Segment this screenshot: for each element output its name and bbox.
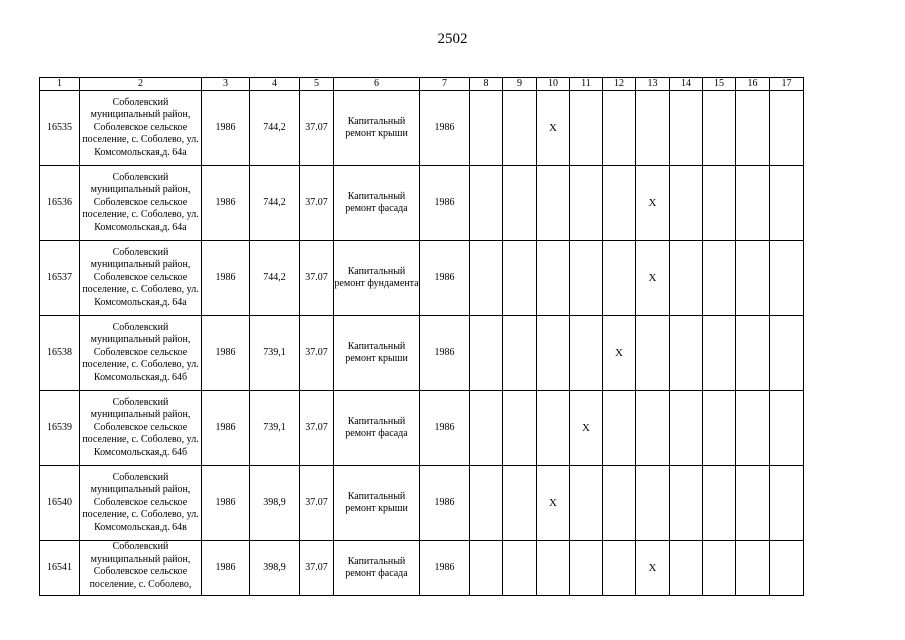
empty-cell (736, 391, 770, 466)
empty-cell (537, 316, 570, 391)
empty-cell (470, 391, 503, 466)
column-header-15: 15 (703, 78, 736, 91)
empty-cell (570, 541, 603, 596)
empty-cell (670, 166, 703, 241)
code-cell: 37.07 (300, 466, 334, 541)
address-cell: Соболевский муниципальный район, Соболевское сельское поселение, с. Соболево, (80, 541, 202, 596)
empty-cell (503, 466, 537, 541)
address-cell: Соболевский муниципальный район, Соболевское сельское поселение, с. Соболево, ул. Комсомольская,д. 64а (80, 166, 202, 241)
column-header-12: 12 (603, 78, 636, 91)
empty-cell (470, 316, 503, 391)
row-id: 16539 (40, 391, 80, 466)
address-cell: Соболевский муниципальный район, Соболевское сельское поселение, с. Соболево, ул. Комсомольская,д. 64б (80, 391, 202, 466)
year-built-cell: 1986 (202, 466, 250, 541)
empty-cell (736, 541, 770, 596)
table-row (40, 166, 804, 241)
empty-cell (537, 241, 570, 316)
work-type-cell: Капитальный ремонт крыши (334, 466, 420, 541)
empty-cell (570, 466, 603, 541)
empty-cell (636, 316, 670, 391)
area-cell: 744,2 (250, 241, 300, 316)
column-header-7: 7 (420, 78, 470, 91)
empty-cell (603, 466, 636, 541)
empty-cell (670, 241, 703, 316)
empty-cell (736, 466, 770, 541)
code-cell: 37.07 (300, 91, 334, 166)
row-id: 16538 (40, 316, 80, 391)
empty-cell (736, 166, 770, 241)
year-built-cell: 1986 (202, 316, 250, 391)
row-id: 16541 (40, 541, 80, 596)
empty-cell (670, 466, 703, 541)
empty-cell (570, 91, 603, 166)
empty-cell (570, 166, 603, 241)
code-cell: 37.07 (300, 391, 334, 466)
empty-cell (603, 166, 636, 241)
mark-cell: X (570, 391, 603, 466)
empty-cell (703, 166, 736, 241)
work-type-cell: Капитальный ремонт фасада (334, 391, 420, 466)
mark-cell: X (603, 316, 636, 391)
row-id: 16540 (40, 466, 80, 541)
column-header-8: 8 (470, 78, 503, 91)
year-built-cell: 1986 (202, 91, 250, 166)
work-type-cell: Капитальный ремонт фундамента (334, 241, 420, 316)
table-row (40, 316, 804, 391)
address-cell: Соболевский муниципальный район, Соболевское сельское поселение, с. Соболево, ул. Комсомольская,д. 64а (80, 91, 202, 166)
empty-cell (670, 391, 703, 466)
header-row (40, 78, 804, 91)
capital-repair-table (39, 77, 804, 596)
empty-cell (770, 541, 804, 596)
table-row (40, 241, 804, 316)
area-cell: 398,9 (250, 541, 300, 596)
empty-cell (703, 466, 736, 541)
mark-cell: X (636, 166, 670, 241)
table-body (40, 91, 804, 596)
work-type-cell: Капитальный ремонт фасада (334, 166, 420, 241)
year-built-cell: 1986 (202, 541, 250, 596)
column-header-9: 9 (503, 78, 537, 91)
row-id: 16535 (40, 91, 80, 166)
work-type-cell: Капитальный ремонт крыши (334, 316, 420, 391)
empty-cell (703, 241, 736, 316)
empty-cell (603, 91, 636, 166)
empty-cell (503, 316, 537, 391)
empty-cell (503, 541, 537, 596)
code-cell: 37.07 (300, 316, 334, 391)
empty-cell (470, 91, 503, 166)
column-header-2: 2 (80, 78, 202, 91)
mark-cell: X (636, 241, 670, 316)
table-row (40, 541, 804, 596)
year-built-cell: 1986 (202, 166, 250, 241)
mark-cell: X (636, 541, 670, 596)
empty-cell (636, 466, 670, 541)
code-cell: 37.07 (300, 241, 334, 316)
column-header-10: 10 (537, 78, 570, 91)
empty-cell (603, 241, 636, 316)
empty-cell (770, 166, 804, 241)
empty-cell (770, 241, 804, 316)
table-row (40, 91, 804, 166)
planned-year-cell: 1986 (420, 316, 470, 391)
empty-cell (770, 391, 804, 466)
empty-cell (770, 316, 804, 391)
empty-cell (770, 91, 804, 166)
planned-year-cell: 1986 (420, 541, 470, 596)
row-id: 16536 (40, 166, 80, 241)
empty-cell (636, 391, 670, 466)
empty-cell (570, 241, 603, 316)
planned-year-cell: 1986 (420, 241, 470, 316)
mark-cell: X (537, 466, 570, 541)
empty-cell (470, 541, 503, 596)
area-cell: 398,9 (250, 466, 300, 541)
table-row (40, 466, 804, 541)
column-header-5: 5 (300, 78, 334, 91)
empty-cell (570, 316, 603, 391)
planned-year-cell: 1986 (420, 91, 470, 166)
column-header-16: 16 (736, 78, 770, 91)
planned-year-cell: 1986 (420, 391, 470, 466)
empty-cell (537, 541, 570, 596)
empty-cell (537, 166, 570, 241)
area-cell: 744,2 (250, 91, 300, 166)
area-cell: 739,1 (250, 316, 300, 391)
empty-cell (503, 391, 537, 466)
column-header-4: 4 (250, 78, 300, 91)
empty-cell (670, 91, 703, 166)
planned-year-cell: 1986 (420, 466, 470, 541)
empty-cell (503, 166, 537, 241)
empty-cell (703, 541, 736, 596)
column-header-17: 17 (770, 78, 804, 91)
empty-cell (770, 466, 804, 541)
work-type-cell: Капитальный ремонт крыши (334, 91, 420, 166)
empty-cell (703, 316, 736, 391)
planned-year-cell: 1986 (420, 166, 470, 241)
year-built-cell: 1986 (202, 391, 250, 466)
empty-cell (603, 541, 636, 596)
empty-cell (736, 241, 770, 316)
empty-cell (603, 391, 636, 466)
empty-cell (503, 241, 537, 316)
empty-cell (670, 316, 703, 391)
work-type-cell: Капитальный ремонт фасада (334, 541, 420, 596)
column-header-3: 3 (202, 78, 250, 91)
area-cell: 739,1 (250, 391, 300, 466)
address-cell: Соболевский муниципальный район, Соболевское сельское поселение, с. Соболево, ул. Комсомольская,д. 64а (80, 241, 202, 316)
address-cell: Соболевский муниципальный район, Соболевское сельское поселение, с. Соболево, ул. Комсомольская,д. 64в (80, 466, 202, 541)
empty-cell (703, 391, 736, 466)
column-header-14: 14 (670, 78, 703, 91)
column-header-11: 11 (570, 78, 603, 91)
empty-cell (670, 541, 703, 596)
page-number: 2502 (437, 31, 468, 47)
empty-cell (470, 166, 503, 241)
empty-cell (636, 91, 670, 166)
empty-cell (703, 91, 736, 166)
empty-cell (537, 391, 570, 466)
year-built-cell: 1986 (202, 241, 250, 316)
mark-cell: X (537, 91, 570, 166)
code-cell: 37.07 (300, 166, 334, 241)
empty-cell (503, 91, 537, 166)
column-header-6: 6 (334, 78, 420, 91)
empty-cell (736, 316, 770, 391)
row-id: 16537 (40, 241, 80, 316)
column-header-1: 1 (40, 78, 80, 91)
empty-cell (470, 466, 503, 541)
area-cell: 744,2 (250, 166, 300, 241)
column-header-13: 13 (636, 78, 670, 91)
table-row (40, 391, 804, 466)
empty-cell (470, 241, 503, 316)
address-cell: Соболевский муниципальный район, Соболевское сельское поселение, с. Соболево, ул. Комсомольская,д. 64б (80, 316, 202, 391)
code-cell: 37.07 (300, 541, 334, 596)
empty-cell (736, 91, 770, 166)
